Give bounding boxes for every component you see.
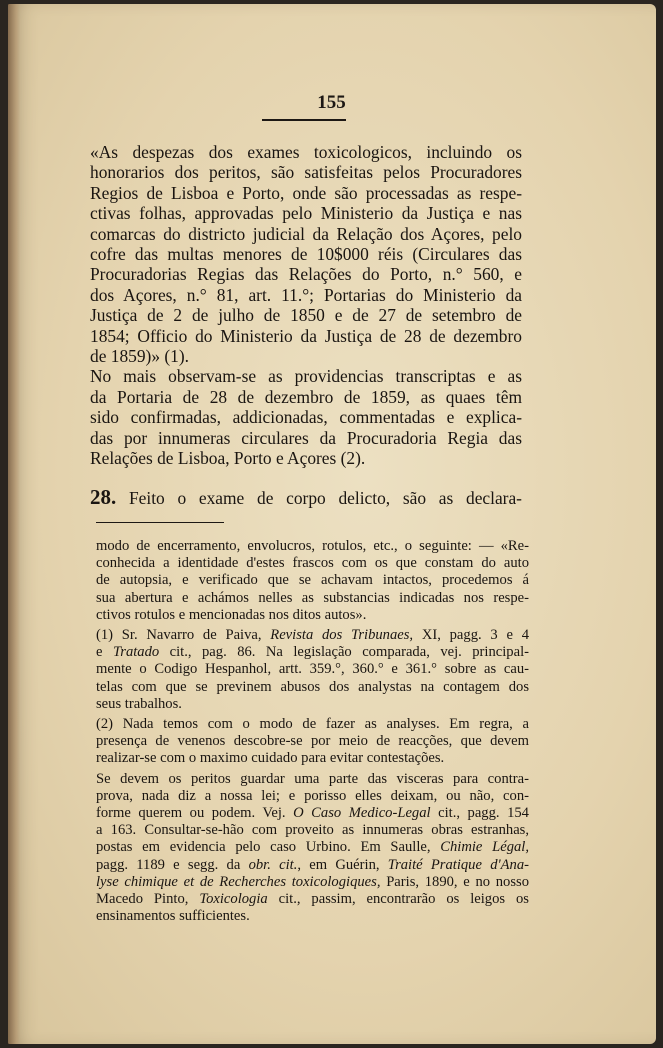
footnote-continuation [96, 538, 529, 624]
fn-italic: Revista dos Tribunaes, [270, 627, 414, 644]
paragraph-despezas [90, 142, 522, 366]
footnote-rule [96, 522, 224, 523]
footnote-line: mente o Codigo Hespanhol, artt. 359.°, 360.° e 361.° sobre as cau- [96, 661, 529, 678]
footnote-line: prova, nada diz a nossa lei; e porisso elles deixam, ou não, con- [96, 787, 529, 804]
text-line: das por innumeras circulares da Procuradoria Regia das [90, 427, 522, 448]
text-line: 1854; Officio do Ministerio da Justiça de 28 de dezembro [90, 325, 522, 346]
fn-text: postas em evidencia pelo caso Urbino. Em Saulle, [96, 839, 441, 856]
footnote-line: ctivos rotulos e mencionadas nos ditos autos». [96, 606, 367, 623]
fn-text: Macedo Pinto, [96, 891, 200, 908]
fn-text: cit., passim, encontrarão os leigos os [267, 891, 529, 908]
main-text [90, 142, 522, 508]
text-line: de 1859)» (1). [90, 346, 190, 367]
text-line: comarcas do districto judicial da Relação dos Açores, pelo [90, 223, 522, 244]
footnote-line: seus trabalhos. [96, 695, 182, 712]
fn-italic: Chimie Légal, [440, 839, 529, 856]
fn-text: e [96, 644, 113, 661]
section-number: 28. [90, 484, 117, 509]
fn-text: cit., pag. 86. Na legislação comparada, vej. principal- [159, 644, 529, 661]
fn-text: pagg. 1189 e segg. da [96, 856, 249, 873]
fn-italic: O Caso Medico-Legal [293, 805, 431, 822]
text-line: Relações de Lisboa, Porto e Açores (2). [90, 448, 366, 469]
text-line: cofre das multas menores de 10$000 réis (Circulares das [90, 244, 522, 265]
page-number: 155 [317, 92, 346, 113]
footnote-line: sua abertura e achámos nelles as substancias indicadas nos respe- [96, 589, 529, 606]
header-rule [262, 119, 346, 121]
footnote-line [96, 805, 529, 822]
section-text: Feito o exame de corpo delicto, são as declara- [128, 487, 522, 508]
text-line: No mais observam-se as providencias transcriptas e as [90, 366, 522, 387]
footnote-line [96, 627, 529, 644]
paragraph-providencias [90, 366, 522, 468]
footnote-line: realizar-se com o maximo cuidado para evitar contestações. [96, 750, 445, 767]
fn-text: Paris, 1890, e no nosso [380, 873, 529, 890]
footnote-line [96, 644, 529, 661]
fn-text: cit., pagg. 154 [430, 805, 529, 822]
footnote-line: modo de encerramento, envolucros, rotulos, etc., o seguinte: — «Re- [96, 538, 529, 554]
fn-text: forme querem ou podem. Vej. [96, 805, 294, 822]
fn-italic: lyse chimique et de Recherches toxicologiques, [96, 873, 381, 890]
footnote-line [96, 874, 529, 891]
footnote-line: presença de venenos descobre-se por meio de reacções, que devem [96, 733, 529, 750]
fn-italic: Tratado [112, 644, 160, 661]
footnote-1 [96, 627, 529, 713]
fn-text: XI, pagg. 3 e 4 [413, 627, 529, 644]
footnote-line [96, 857, 529, 874]
fn-italic: Toxicologia [199, 891, 268, 908]
footnote-line: conhecida a identidade d'estes frascos com os que constam do auto [96, 555, 529, 572]
footnote-line: a 163. Consultar-se-hão com proveito as innumeras obras estranhas, [96, 822, 529, 839]
text-line: «As despezas dos exames toxicologicos, incluindo os [90, 142, 522, 162]
fn-text: , em Guérin, [297, 856, 388, 873]
footnote-line [96, 891, 529, 908]
text-line: Procuradorias Regias das Relações do Porto, n.° 560, e [90, 264, 522, 285]
fn-text: (1) Sr. Navarro de Paiva, [96, 627, 271, 644]
footnote-2 [96, 716, 529, 768]
section-28-line [90, 484, 522, 509]
footnote-2-continued [96, 771, 529, 926]
footnote-line: Se devem os peritos guardar uma parte das visceras para contra- [96, 770, 529, 787]
fn-italic: obr. cit. [248, 856, 298, 873]
fn-italic: Traité Pratique d'Ana- [387, 856, 529, 873]
footnote-line: de autopsia, e verificado que se achavam intactos, procedemos á [96, 572, 529, 589]
book-gutter [8, 4, 20, 1044]
footnote-line: (2) Nada temos com o modo de fazer as analyses. Em regra, a [96, 716, 529, 733]
text-line: honorarios dos peritos, são satisfeitas pelos Procuradores [90, 162, 522, 183]
text-line: ctivas folhas, approvadas pelo Ministerio da Justiça e nas [90, 203, 522, 224]
footnotes [96, 538, 529, 925]
footnote-line: telas com que se previnem abusos dos analystas na contagem dos [96, 678, 529, 695]
text-line: Regios de Lisboa e Porto, onde são processadas as respe- [90, 182, 522, 203]
text-line: dos Açores, n.° 81, art. 11.°; Portarias do Ministerio da [90, 284, 522, 305]
text-line: sido confirmadas, addicionadas, commentadas e explica- [90, 407, 522, 428]
text-line: Justiça de 2 de julho de 1850 e de 27 de setembro de [90, 305, 522, 326]
footnote-line: ensinamentos sufficientes. [96, 908, 250, 925]
footnote-line [96, 839, 529, 856]
text-line: da Portaria de 28 de dezembro de 1859, as quaes têm [90, 386, 522, 407]
